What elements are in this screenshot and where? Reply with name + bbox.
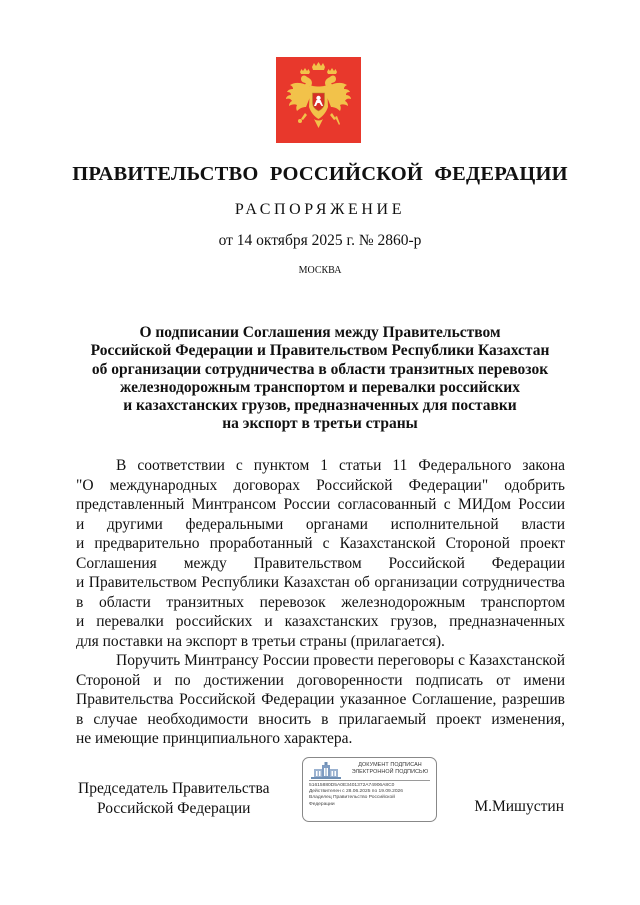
- coat-of-arms-icon: [276, 57, 361, 143]
- paragraph-approval: [76, 456, 565, 651]
- stamp-title-line: ДОКУМЕНТ ПОДПИСАН: [358, 762, 422, 768]
- subject-line: железнодорожным транспортом и перевалки российских: [120, 378, 520, 396]
- document-body: [76, 456, 565, 749]
- subject-line: на экспорт в третьи страны: [222, 415, 418, 433]
- stamp-details: [309, 783, 433, 808]
- body-line: и другими федеральными органами исполнительной власти: [76, 515, 565, 533]
- body-line: Стороной и по достижении договоренности подписать от имени: [76, 671, 565, 689]
- subject-line: Российской Федерации и Правительством Республики Казахстан: [90, 342, 550, 360]
- electronic-signature-stamp: [302, 757, 437, 822]
- body-line: представленный Минтрансом России согласованный с МИДом России: [76, 496, 565, 513]
- document-city: МОСКВА: [298, 265, 342, 276]
- document-date-number: от 14 октября 2025 г. № 2860-р: [218, 232, 422, 249]
- body-line: и перевалки российских и казахстанских грузов, предназначенных: [76, 613, 565, 630]
- stamp-divider: [309, 780, 430, 781]
- subject-line: О подписании Соглашения между Правительством: [139, 324, 501, 341]
- body-line: Правительства Российской Федерации указанное Соглашение, разрешив: [76, 691, 565, 708]
- subject-line: об организации сотрудничества в области транзитных перевозок: [91, 360, 549, 378]
- body-line: для поставки на экспорт в третьи страны (прилагается).: [76, 632, 445, 650]
- stamp-validity: Действителен с 28.06.2025 по 19.09.2026: [309, 789, 403, 795]
- body-line: не имеющие принципиального характера.: [76, 730, 353, 747]
- paragraph-instruction: [76, 651, 565, 749]
- signer-position-line: Председатель Правительства: [78, 780, 270, 797]
- body-line: в случае необходимости вносить в прилагаемый проект изменения,: [76, 710, 565, 728]
- stamp-owner: Федерации: [309, 801, 335, 807]
- body-line: Соглашения между Правительством Российской Федерации: [76, 554, 565, 572]
- subject-line: и казахстанских грузов, предназначенных для поставки: [123, 397, 517, 415]
- government-title: ПРАВИТЕЛЬСТВО РОССИЙСКОЙ ФЕДЕРАЦИИ: [72, 163, 568, 185]
- document-subject: [70, 324, 570, 434]
- stamp-owner: Владелец Правительство Российской: [309, 795, 395, 801]
- document-type: РАСПОРЯЖЕНИЕ: [234, 201, 406, 218]
- body-line: в области транзитных перевозок железнодорожным транспортом: [76, 593, 565, 611]
- signer-position: [78, 779, 270, 818]
- body-line: и Правительством Республики Казахстан об организации сотрудничества: [76, 574, 565, 591]
- government-building-icon: [311, 762, 341, 779]
- body-line: "О международных договорах Российской Федерации" одобрить: [76, 476, 565, 494]
- signer-position-line: Российской Федерации: [97, 799, 251, 817]
- body-line: и предварительно проработанный с Казахстанской Стороной проект: [76, 535, 565, 552]
- stamp-serial: 51615880D5A0E3401372A74906A8C0: [309, 783, 395, 788]
- signer-name: М.Мишустин: [474, 798, 564, 815]
- stamp-title-line: ЭЛЕКТРОННОЙ ПОДПИСЬЮ: [351, 768, 429, 775]
- body-line: Поручить Минтрансу России провести переговоры с Казахстанской: [116, 652, 565, 669]
- stamp-title: [347, 762, 433, 775]
- body-line: В соответствии с пунктом 1 статьи 11 Федерального закона: [116, 457, 565, 474]
